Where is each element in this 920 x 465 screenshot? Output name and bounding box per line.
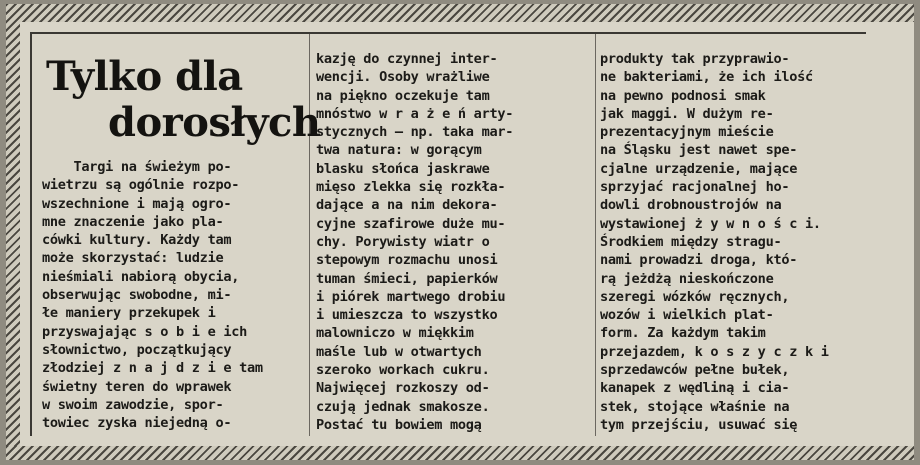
text-line: złodziej z n a j d z i e tam [42,360,263,377]
text-line: nieśmiali nabiorą obycia, [42,268,240,285]
text-line: świetny teren do wprawek [42,378,232,395]
text-line: na piękno oczekuje tam [316,87,490,104]
text-line: sprzyjać racjonalnej ho- [600,179,790,196]
text-line: mięso zlekka się rozkła- [316,179,506,196]
text-line: form. Za każdym takim [600,325,766,342]
text-line: przejazdem, k o s z y c z k i [600,343,829,360]
headline-line-2: dorosłych [108,99,321,146]
text-line: cówki kultury. Każdy tam [42,232,232,249]
text-line: tuman śmieci, papierków [316,270,498,287]
column-divider [595,34,596,436]
text-line: cyjne szafirowe duże mu- [316,215,506,232]
text-line: towiec zyska niejedną o- [42,415,232,432]
text-line: chy. Porywisty wiatr o [316,233,490,250]
article-column-1 [42,34,321,436]
text-line: maśle lub w otwartych [316,343,482,360]
text-line: czują jednak smakosze. [316,398,490,415]
article-frame [30,32,866,436]
text-line: szeregi wózków ręcznych, [600,288,790,305]
text-line: stycznych — np. taka mar- [316,124,514,141]
column-1-text [42,158,302,432]
article-column-2 [316,34,592,436]
text-line: malowniczo w miękkim [316,325,474,342]
headline-line-1: Tylko dla [46,53,243,100]
text-line: na Śląsku jest nawet spe- [600,142,798,159]
text-line: dowli drobnoustrojów na [600,197,782,214]
text-line: wszechnione i mają ogro- [42,195,232,212]
text-line: na pewno podnosi smak [600,87,766,104]
text-line: przyswajając s o b i e ich [42,323,247,340]
column-divider [309,34,310,436]
text-line: kanapek z wędliną i cia- [600,380,790,397]
hatched-border-left [6,4,20,460]
newspaper-clipping [6,4,914,460]
text-line: w swoim zawodzie, spor- [42,396,224,413]
article-headline [42,53,321,146]
text-line: wietrzu są ogólnie rozpo- [42,177,240,194]
text-line: blasku słońca jaskrawe [316,160,490,177]
text-line: może skorzystać: ludzie [42,250,224,267]
text-line: i umieszcza to wszystko [316,307,498,324]
text-line: Postać tu bowiem mogą [316,416,482,433]
text-line: sprzedawców pełne bułek, [600,362,790,379]
column-3-text [600,50,868,434]
hatched-border-top [6,4,914,22]
text-line: produkty tak przyprawio- [600,51,790,67]
text-line: tym przejściu, usuwać się [600,416,798,433]
text-line: twa natura: w gorącym [316,142,482,159]
column-2-text [316,50,592,434]
text-line: nami prowadzi droga, któ- [600,252,798,269]
text-line: ne bakteriami, że ich ilość [600,69,813,86]
text-line: cjalne urządzenie, mające [600,160,798,177]
text-line: szeroko workach cukru. [316,362,490,379]
text-line: rą jeżdżą nieskończone [600,270,774,287]
text-line: wystawionej ż y w n o ś c i. [600,215,821,232]
text-line: słownictwo, początkujący [42,341,232,358]
text-line: wencji. Osoby wrażliwe [316,69,490,86]
text-line: stek, stojące właśnie na [600,398,790,415]
text-line: dające a na nim dekora- [316,197,498,214]
text-line: jak maggi. W dużym re- [600,105,774,122]
text-line: Najwięcej rozkoszy od- [316,380,490,397]
text-line: i piórek martwego drobiu [316,288,506,305]
hatched-border-bottom [6,446,914,460]
text-line: mnóstwo w r a ż e ń arty- [316,105,514,122]
article-column-3 [600,34,868,436]
text-line: mne znaczenie jako pla- [42,213,224,230]
text-line: stepowym rozmachu unosi [316,252,498,269]
text-line: Środkiem między stragu- [600,233,782,250]
text-line: obserwując swobodne, mi- [42,287,232,304]
text-line: kazję do czynnej inter- [316,51,498,67]
text-line: wozów i wielkich plat- [600,307,774,324]
text-line: prezentacyjnym mieście [600,124,774,141]
text-line: Targi na świeżym po- [42,159,232,175]
text-line: łe maniery przekupek i [42,305,216,322]
